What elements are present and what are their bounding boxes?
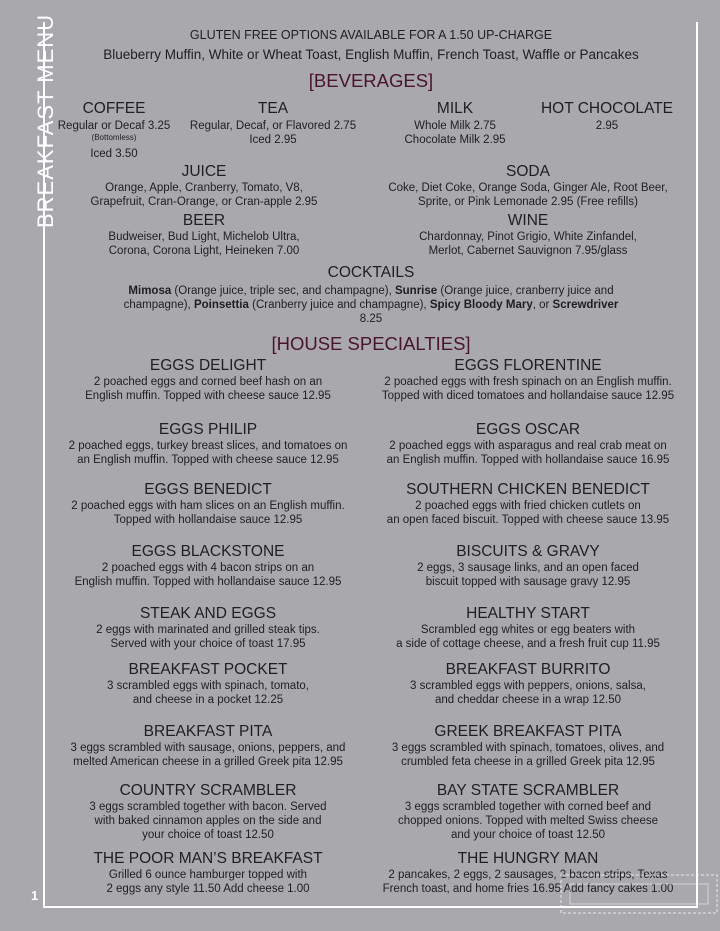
house-specialties-heading: [HOUSE SPECIALTIES] [271, 333, 471, 354]
hot-chocolate-title: HOT CHOCOLATE [540, 100, 674, 117]
specialty-description: 2 pancakes, 2 eggs, 2 sausages, 2 bacon strips, Texas [388, 869, 668, 881]
specialty-title: STEAK AND EGGS [139, 605, 277, 622]
bloody-mary-name: Spicy Bloody Mary [429, 299, 533, 311]
specialty-description: Topped with hollandaise sauce 12.95 [113, 514, 303, 526]
specialty-title: THE POOR MAN’S BREAKFAST [93, 850, 323, 867]
specialty-description: 2 poached eggs with asparagus and real crab meat on [389, 440, 667, 452]
specialty-title: EGGS PHILIP [158, 421, 258, 438]
mimosa-desc: (Orange juice, triple sec, and champagne), [171, 285, 395, 297]
coffee-note: (Bottomless) [91, 133, 137, 142]
specialty-description: 2 poached eggs with ham slices on an English muffin. [71, 500, 345, 512]
sunrise-name: Sunrise [394, 285, 438, 297]
specialty-title: HEALTHY START [466, 605, 590, 622]
cocktails-line1 [124, 284, 619, 298]
wine-title: WINE [507, 212, 549, 229]
specialty-description: Scrambled egg whites or egg beaters with [420, 624, 636, 636]
specialty-description: 2 poached eggs with fried chicken cutlets on [415, 500, 641, 512]
specialty-title: COUNTRY SCRAMBLER [119, 782, 297, 799]
wine-line2: Merlot, Cabernet Sauvignon 7.95/glass [428, 245, 628, 257]
wine-line1: Chardonnay, Pinot Grigio, White Zinfandel, [419, 231, 637, 243]
specialty-description: an English muffin. Topped with hollandaise sauce 16.95 [386, 454, 670, 466]
specialty-description: crumbled feta cheese in a grilled Greek pita 12.95 [401, 756, 655, 768]
hot-chocolate-line1: 2.95 [595, 120, 619, 132]
specialty-description: Topped with diced tomatoes and hollandaise sauce 12.95 [381, 390, 675, 402]
cocktails-title: COCKTAILS [327, 264, 415, 281]
beer-line1: Budweiser, Bud Light, Michelob Ultra, [108, 231, 300, 243]
specialty-description: an English muffin. Topped with cheese sauce 12.95 [77, 454, 339, 466]
sunrise-desc: (Orange juice, cranberry juice and [437, 285, 614, 297]
specialty-description: English muffin. Topped with hollandaise sauce 12.95 [74, 576, 342, 588]
frame-right [696, 22, 698, 908]
specialty-description: your choice of toast 12.50 [142, 829, 274, 841]
specialty-description: Served with your choice of toast 17.95 [110, 638, 306, 650]
specialty-title: EGGS FLORENTINE [454, 357, 602, 374]
specialty-description: a side of cottage cheese, and a fresh fruit cup 11.95 [396, 638, 660, 650]
specialty-title: THE HUNGRY MAN [457, 850, 599, 867]
specialty-description: Grilled 6 ounce hamburger topped with [108, 869, 308, 881]
specialty-title: EGGS DELIGHT [149, 357, 267, 374]
specialty-description: an open faced biscuit. Topped with cheese sauce 13.95 [386, 514, 670, 526]
specialty-description: 2 poached eggs and corned beef hash on an [93, 376, 323, 388]
specialty-title: SOUTHERN CHICKEN BENEDICT [406, 481, 650, 498]
milk-title: MILK [436, 100, 474, 117]
beverages-heading: [BEVERAGES] [308, 70, 434, 91]
specialty-description: French toast, and home fries 16.95 Add fancy cakes 1.00 [382, 883, 674, 895]
specialty-description: 2 eggs, 3 sausage links, and an open faced [417, 562, 639, 574]
specialty-description: 3 eggs scrambled with sausage, onions, peppers, and [70, 742, 346, 754]
cocktails-or: , or [532, 299, 553, 311]
juice-line2: Grapefruit, Cran-Orange, or Cran-apple 2.95 [90, 196, 318, 208]
specialty-description: chopped onions. Topped with melted Swiss cheese [398, 815, 658, 827]
cocktails-line2 [124, 298, 619, 312]
gluten-free-heading: GLUTEN FREE OPTIONS AVAILABLE FOR A 1.50 UP-CHARGE [189, 28, 553, 42]
specialty-description: and cheddar cheese in a wrap 12.50 [434, 694, 622, 706]
beer-title: BEER [182, 212, 226, 229]
soda-line2: Sprite, or Pink Lemonade 2.95 (Free refills) [418, 196, 638, 208]
specialty-description: 2 eggs any style 11.50 Add cheese 1.00 [106, 883, 310, 895]
specialty-description: 3 scrambled eggs with peppers, onions, salsa, [410, 680, 646, 692]
juice-title: JUICE [181, 163, 227, 180]
tea-line1: Regular, Decaf, or Flavored 2.75 [189, 120, 357, 132]
specialty-description: 3 scrambled eggs with spinach, tomato, [107, 680, 309, 692]
watermark-stamp [560, 874, 718, 914]
specialty-title: BREAKFAST PITA [143, 723, 273, 740]
tea-line2: Iced 2.95 [249, 134, 297, 146]
specialty-description: 2 poached eggs with 4 bacon strips on an [101, 562, 315, 574]
specialty-description: 3 eggs scrambled together with corned beef and [404, 801, 652, 813]
poinsettia-name: Poinsettia [193, 299, 249, 311]
cocktails-description [124, 284, 619, 326]
specialty-title: BISCUITS & GRAVY [456, 543, 600, 560]
coffee-line2: Iced 3.50 [90, 148, 138, 160]
specialty-title: EGGS OSCAR [475, 421, 581, 438]
page-number: 1 [31, 888, 39, 903]
specialty-description: with baked cinnamon apples on the side and [94, 815, 322, 827]
specialty-title: EGGS BLACKSTONE [131, 543, 285, 560]
poinsettia-desc: (Cranberry juice and champagne), [248, 299, 430, 311]
specialty-description: 2 eggs with marinated and grilled steak tips. [96, 624, 320, 636]
tea-title: TEA [257, 100, 289, 117]
specialty-title: BAY STATE SCRAMBLER [436, 782, 620, 799]
specialty-title: EGGS BENEDICT [144, 481, 272, 498]
cocktails-line2-start: champagne), [123, 299, 194, 311]
beer-line2: Corona, Corona Light, Heineken 7.00 [108, 245, 300, 257]
coffee-title: COFFEE [82, 100, 146, 117]
specialty-description: English muffin. Topped with cheese sauce 12.95 [85, 390, 331, 402]
cocktails-price: 8.25 [359, 313, 383, 325]
soda-title: SODA [506, 163, 550, 180]
specialty-description: 2 poached eggs with fresh spinach on an English muffin. [384, 376, 672, 388]
specialty-description: and your choice of toast 12.50 [450, 829, 606, 841]
side-title: BREAKFAST MENU [33, 13, 58, 228]
specialty-description: 3 eggs scrambled with spinach, tomatoes, olives, and [391, 742, 665, 754]
specialty-description: biscuit topped with sausage gravy 12.95 [425, 576, 631, 588]
specialty-description: 2 poached eggs, turkey breast slices, and tomatoes on [68, 440, 348, 452]
soda-line1: Coke, Diet Coke, Orange Soda, Ginger Ale, Root Beer, [388, 182, 668, 194]
specialty-title: BREAKFAST POCKET [128, 661, 288, 678]
gluten-free-items: Blueberry Muffin, White or Wheat Toast, English Muffin, French Toast, Waffle or Pancakes [103, 47, 639, 62]
specialty-description: melted American cheese in a grilled Greek pita 12.95 [73, 756, 343, 768]
mimosa-name: Mimosa [128, 285, 172, 297]
milk-line2: Chocolate Milk 2.95 [404, 134, 506, 146]
coffee-line1: Regular or Decaf 3.25 [57, 120, 171, 132]
specialty-description: and cheese in a pocket 12.25 [132, 694, 284, 706]
specialty-title: GREEK BREAKFAST PITA [434, 723, 622, 740]
specialty-title: BREAKFAST BURRITO [445, 661, 611, 678]
milk-line1: Whole Milk 2.75 [414, 120, 496, 132]
specialty-description: 3 eggs scrambled together with bacon. Served [89, 801, 327, 813]
screwdriver-name: Screwdriver [552, 299, 619, 311]
juice-line1: Orange, Apple, Cranberry, Tomato, V8, [105, 182, 303, 194]
